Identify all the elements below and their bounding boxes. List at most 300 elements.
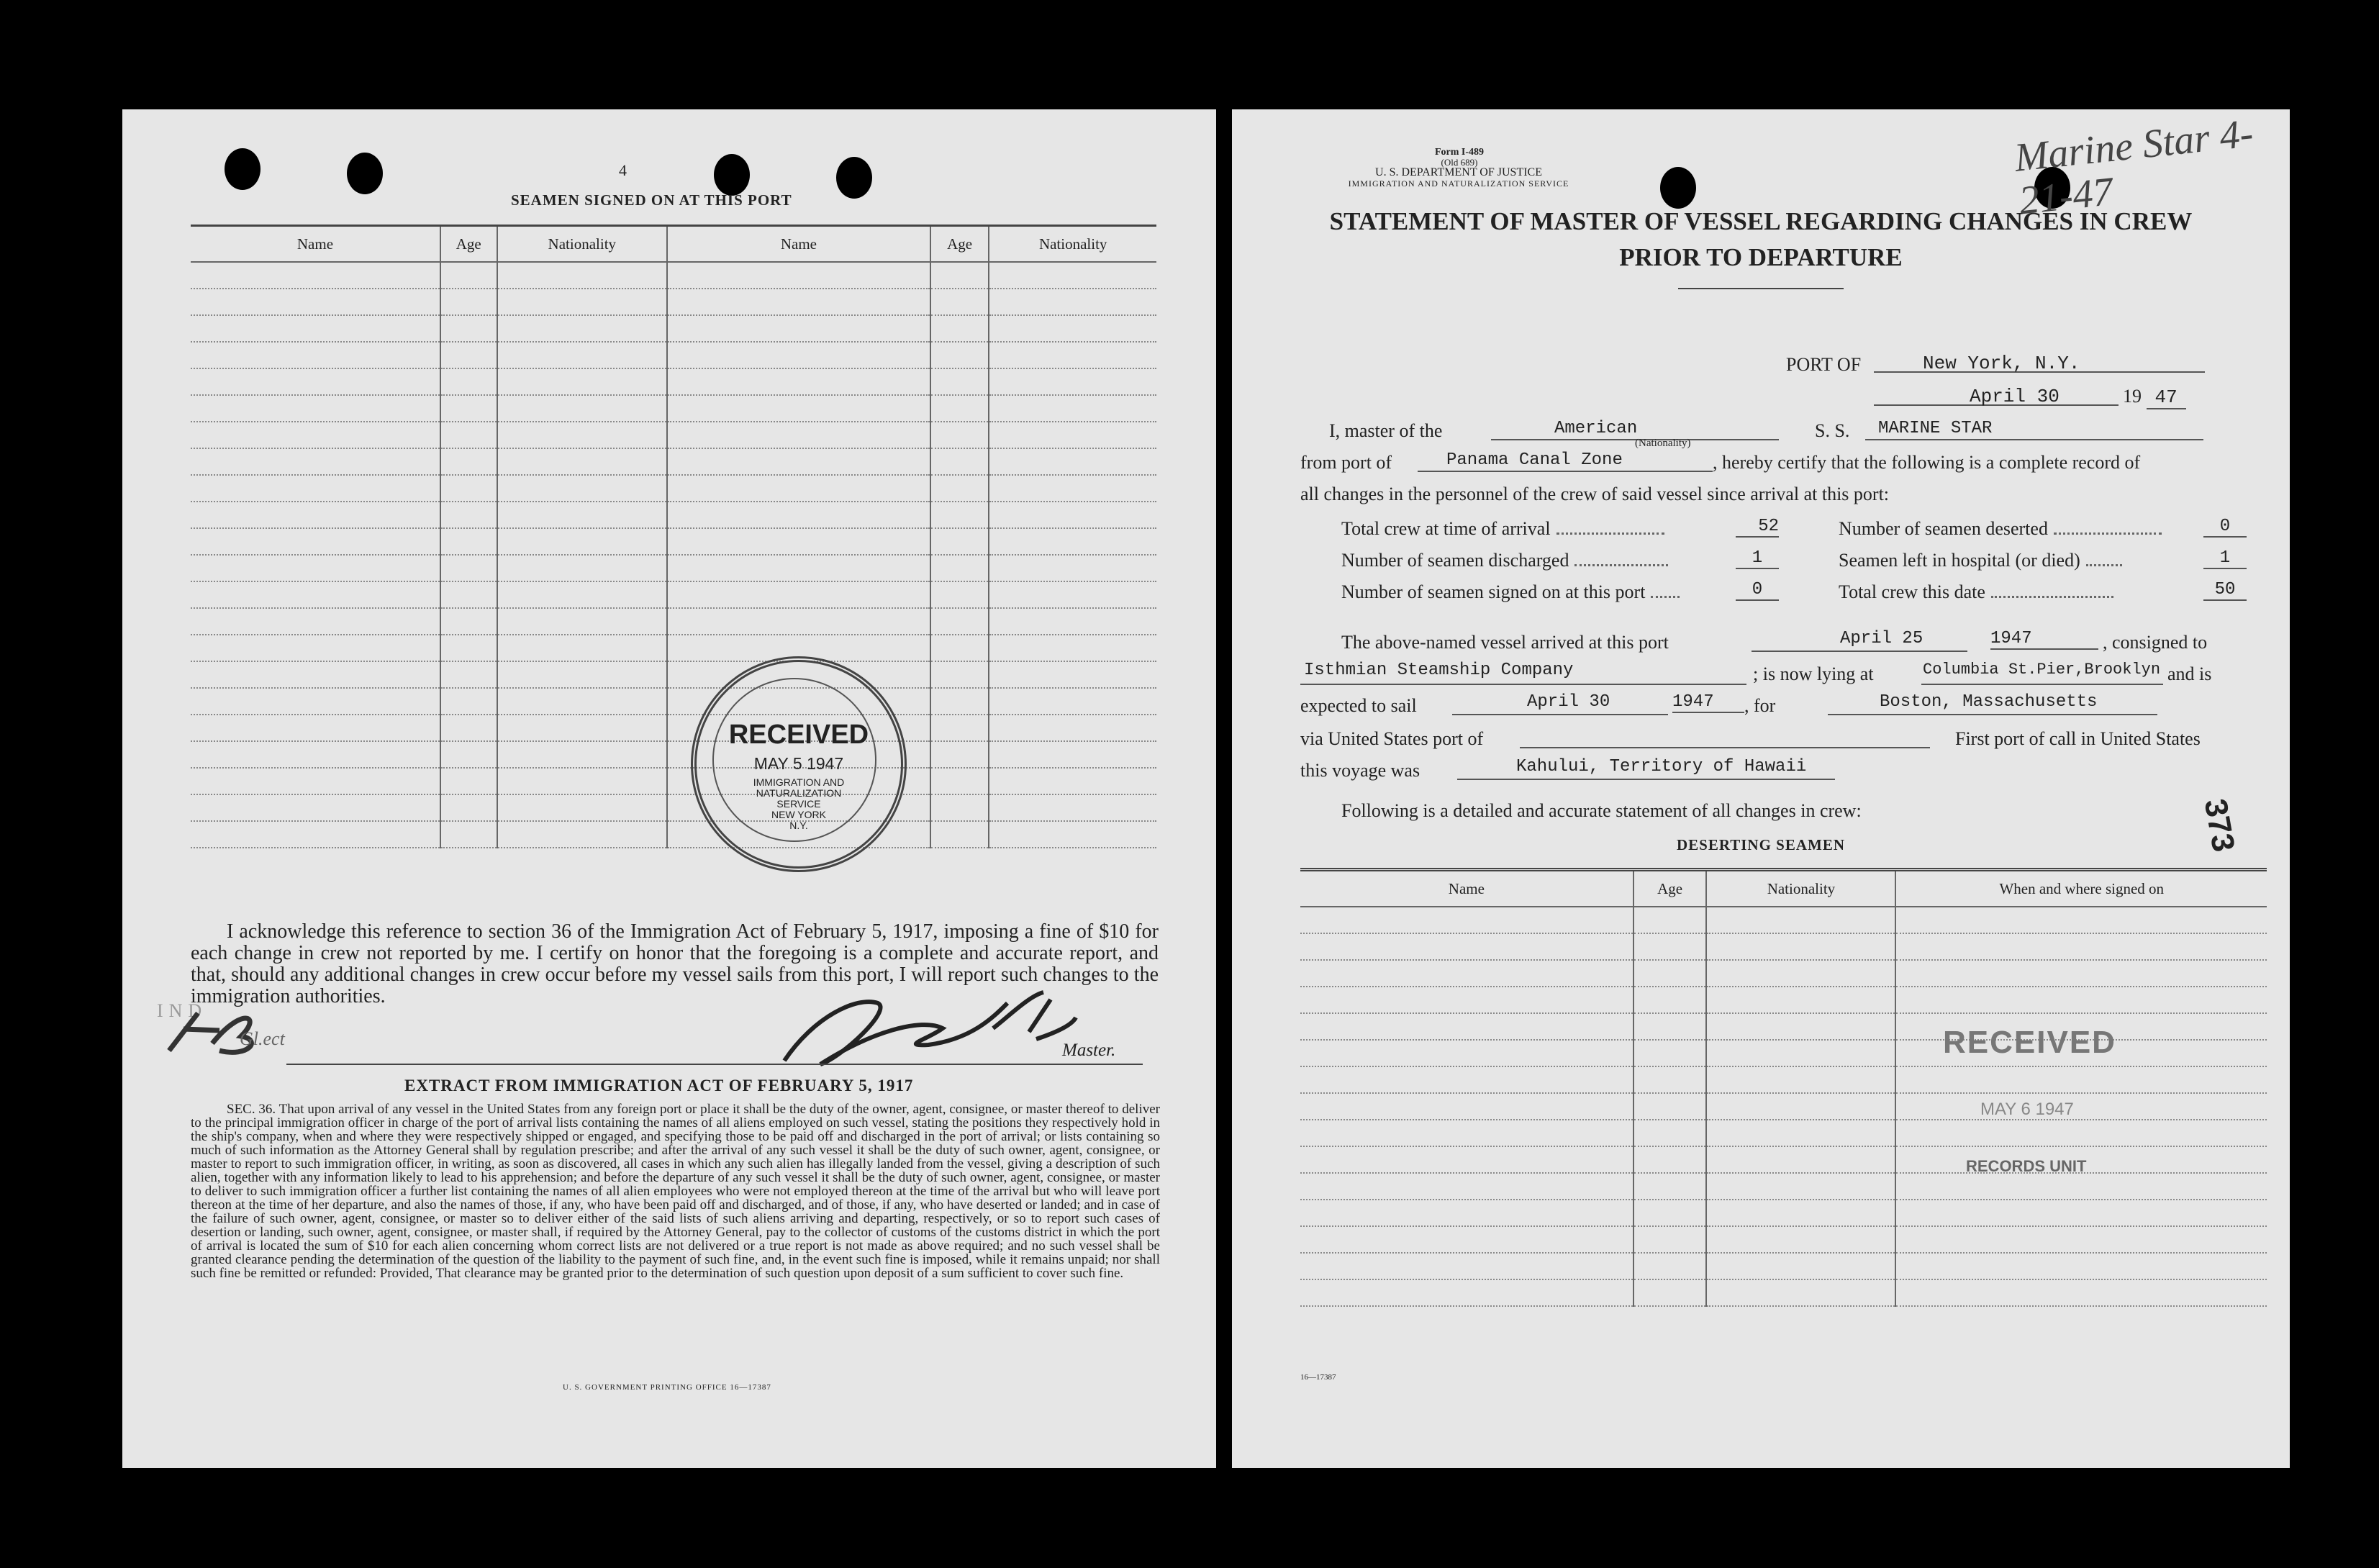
- table-cell: [1300, 1120, 1633, 1146]
- table-cell: [1633, 1173, 1707, 1200]
- table-cell: [1633, 960, 1707, 987]
- column-header: Nationality: [1706, 870, 1895, 907]
- table-cell: [191, 315, 440, 342]
- table-cell: [989, 608, 1156, 635]
- table-cell: [989, 342, 1156, 368]
- table-cell: [930, 368, 989, 395]
- table-cell: [1633, 1120, 1707, 1146]
- table-cell: [1706, 1226, 1895, 1253]
- table-cell: [497, 741, 668, 768]
- table-cell: [667, 315, 930, 342]
- table-row: [191, 555, 1156, 581]
- table-cell: [930, 342, 989, 368]
- table-cell: [667, 342, 930, 368]
- table-cell: [1706, 1120, 1895, 1146]
- table-cell: [191, 661, 440, 688]
- handwritten-note: Marine Star 4-21-47: [2012, 111, 2256, 224]
- title-rule: [1678, 288, 1844, 289]
- vessel-name: MARINE STAR: [1878, 419, 1993, 438]
- table-cell: [1706, 960, 1895, 987]
- acknowledgment-paragraph: I acknowledge this reference to section 36 of the Immigration Act of February 5, 1917, imposing a fine of $10 for each change in crew not reported by me. I certify on honor that the foregoing is a complete and accurate report, and that, should any additional changes in crew occur before my vessel sails from this port, I will report such changes to the immigration authorities.: [191, 920, 1159, 1007]
- department: U. S. DEPARTMENT OF JUSTICE: [1375, 166, 1542, 178]
- table-cell: [497, 262, 668, 289]
- destination: Boston, Massachusetts: [1880, 692, 2098, 712]
- column-header: Name: [667, 226, 930, 263]
- table-row: [1300, 1173, 2267, 1200]
- table-cell: [667, 475, 930, 502]
- table-cell: [989, 768, 1156, 794]
- table-cell: [497, 635, 668, 661]
- stat-value: 1: [2203, 548, 2247, 569]
- left-page: [122, 109, 1216, 1468]
- table-row: [1300, 1093, 2267, 1120]
- table-row: [191, 262, 1156, 289]
- column-header: Age: [930, 226, 989, 263]
- table-cell: [989, 528, 1156, 555]
- sail-date: April 30: [1527, 692, 1610, 712]
- table-cell: [440, 395, 497, 422]
- table-cell: [989, 715, 1156, 741]
- deserting-seamen-table: [1300, 868, 2267, 1307]
- initials-stamp: IND: [157, 1000, 208, 1021]
- table-cell: [989, 289, 1156, 315]
- table-cell: [1895, 933, 2267, 960]
- table-cell: [440, 502, 497, 528]
- table-cell: [497, 821, 668, 848]
- table-cell: [930, 768, 989, 794]
- table-cell: [191, 794, 440, 821]
- table-cell: [1300, 1200, 1633, 1226]
- table-row: [1300, 987, 2267, 1013]
- column-header: Nationality: [497, 226, 668, 263]
- table-cell: [930, 581, 989, 608]
- table-cell: [1300, 1066, 1633, 1093]
- table-cell: [191, 741, 440, 768]
- table-cell: [191, 528, 440, 555]
- table-cell: [440, 635, 497, 661]
- stat-value: 0: [1736, 580, 1779, 601]
- form-title-line1: STATEMENT OF MASTER OF VESSEL REGARDING CHANGES IN CREW: [1329, 207, 2193, 235]
- table-cell: [440, 715, 497, 741]
- table-cell: [1633, 987, 1707, 1013]
- table-cell: [1706, 1200, 1895, 1226]
- date-value: April 30: [1970, 386, 2059, 407]
- table-cell: [1633, 1146, 1707, 1173]
- table-row: [191, 741, 1156, 768]
- table-cell: [497, 555, 668, 581]
- table-cell: [1706, 1173, 1895, 1200]
- table-cell: [191, 608, 440, 635]
- table-cell: [1633, 1040, 1707, 1066]
- table-cell: [191, 342, 440, 368]
- table-body: [1300, 907, 2267, 1306]
- stat-value: 1: [1736, 548, 1779, 569]
- punch-hole: [714, 154, 750, 196]
- stat-total-arrival: Total crew at time of arrival: [1341, 518, 1670, 540]
- table-cell: [989, 688, 1156, 715]
- table-cell: [930, 262, 989, 289]
- table-cell: [930, 635, 989, 661]
- table-cell: [1300, 1146, 1633, 1173]
- punch-hole: [225, 148, 260, 190]
- table-cell: [1633, 1226, 1707, 1253]
- and-is-label: and is: [2167, 663, 2212, 684]
- table-cell: [1706, 1013, 1895, 1040]
- first-port-label: First port of call in United States: [1955, 728, 2201, 749]
- table-cell: [1706, 1146, 1895, 1173]
- lying-label: ; is now lying at: [1753, 663, 1874, 684]
- table-cell: [1633, 1066, 1707, 1093]
- table-cell: [497, 528, 668, 555]
- stamp-date: MAY 5 1947: [753, 754, 844, 773]
- table-cell: [497, 368, 668, 395]
- table-cell: [440, 794, 497, 821]
- table-row: [1300, 1146, 2267, 1173]
- table-cell: [667, 528, 930, 555]
- table-row: [191, 528, 1156, 555]
- table-row: [191, 395, 1156, 422]
- nationality-value: American: [1554, 419, 1638, 438]
- column-header: When and where signed on: [1895, 870, 2267, 907]
- master-of-label: I, master of the: [1329, 420, 1443, 441]
- port-value: New York, N.Y.: [1923, 353, 2080, 374]
- column-header: Name: [1300, 870, 1633, 907]
- extract-text: SEC. 36. That upon arrival of any vessel in the United States from any foreign port or place it shall be the duty of the owner, agent, consignee, or master thereof to deliver to the principal immigration officer in charge of the port of arrival lists containing the names of all aliens employed on such vessel, stating the positions they respectively hold in the ship's company, when and where they were respectively shipped or engaged, and specifying those to be paid off and discharged in the port of arrival; or lists containing so much of such information as the Attorney General shall by regulation prescribe; and after the arrival of any such vessel it shall be the duty of such owner, agent, consignee, or master to report to such immigration officer, in writing, as soon as discovered, all cases in which any such alien has illegally landed from the vessel, giving a description of such alien, together with any information likely to lead to his apprehension; and before the departure of any such vessel it shall be the duty of such owner, agent, consignee, or master to deliver to such immigration officer a further list containing the names of all alien employees who were not employed thereon at the time of the arrival but who will leave port thereon at the time of her departure, and also the names of those, if any, who have been paid off and discharged, and of those, if any, who have deserted or landed; and in case of the failure of such owner, agent, consignee, or master so to deliver either of the said lists of such aliens arriving and departing, respectively, or so to report such cases of desertion or landing, such owner, agent, consignee, or master shall, if required by the Attorney General, pay to the collector of customs of the customs district in which the port of arrival is located the sum of $10 for each alien concerning whom correct lists are not delivered or a true report is not made as above required; and no such vessel shall be granted clearance pending the determination of the question of the liability to the payment of such fine, and, in the event such fine is imposed, while it remains unpaid; nor shall such fine be remitted or refunded: Provided, That clearance may be granted prior to the determination of such question upon deposit of a sum sufficient to cover such fine.: [191, 1102, 1160, 1281]
- table-cell: [1895, 1173, 2267, 1200]
- port-row: PORT OF: [1786, 354, 1862, 375]
- table-cell: [1706, 1279, 1895, 1306]
- table-cell: [989, 395, 1156, 422]
- table-cell: [1895, 907, 2267, 933]
- table-cell: [1300, 1226, 1633, 1253]
- table-row: [191, 794, 1156, 821]
- table-cell: [1706, 1066, 1895, 1093]
- lying-at: Columbia St.Pier,Brooklyn: [1923, 661, 2161, 679]
- table-row: [1300, 1066, 2267, 1093]
- table-cell: [667, 368, 930, 395]
- table-cell: [1300, 1173, 1633, 1200]
- table-cell: [1895, 960, 2267, 987]
- table-cell: [989, 475, 1156, 502]
- table-cell: [930, 448, 989, 475]
- service: IMMIGRATION AND NATURALIZATION SERVICE: [1348, 178, 1569, 189]
- table-cell: [1895, 1200, 2267, 1226]
- right-page: [1232, 109, 2290, 1468]
- table-cell: [497, 661, 668, 688]
- table-cell: [989, 262, 1156, 289]
- column-header: Nationality: [989, 226, 1156, 263]
- table-cell: [1706, 933, 1895, 960]
- signature-line: [286, 1064, 1143, 1065]
- table-cell: [440, 475, 497, 502]
- table-cell: [1633, 1093, 1707, 1120]
- table-cell: [1633, 907, 1707, 933]
- table-cell: [1300, 1040, 1633, 1066]
- table-row: [1300, 907, 2267, 933]
- stat-total-date: Total crew this date: [1839, 581, 2119, 603]
- extract-title: EXTRACT FROM IMMIGRATION ACT OF FEBRUARY 5, 1917: [404, 1077, 914, 1095]
- table-cell: [667, 422, 930, 448]
- stat-value: 50: [2203, 580, 2247, 601]
- table-row: [191, 342, 1156, 368]
- svg-text:Gl.ect: Gl.ect: [240, 1028, 285, 1049]
- table-cell: [191, 715, 440, 741]
- deserting-title: DESERTING SEAMEN: [1676, 836, 1846, 853]
- footer-code: 16—17387: [1300, 1373, 1336, 1382]
- stat-value: 0: [2203, 517, 2247, 538]
- table-row: [191, 821, 1156, 848]
- table-cell: [1895, 1226, 2267, 1253]
- table-cell: [440, 422, 497, 448]
- table-cell: [1895, 1120, 2267, 1146]
- received-date-right: MAY 6 1947: [1980, 1100, 2074, 1119]
- following-text: Following is a detailed and accurate statement of all changes in crew:: [1341, 800, 1862, 821]
- table-cell: [989, 635, 1156, 661]
- seamen-signed-on-table: [191, 225, 1156, 848]
- table-cell: [989, 661, 1156, 688]
- table-cell: [497, 395, 668, 422]
- table-row: [191, 448, 1156, 475]
- table-cell: [440, 768, 497, 794]
- table-cell: [930, 555, 989, 581]
- punch-hole: [836, 157, 872, 199]
- table-cell: [930, 688, 989, 715]
- table-cell: [1895, 1066, 2267, 1093]
- initials-signature: [155, 1000, 313, 1065]
- certify-text-2: all changes in the personnel of the crew of said vessel since arrival at this port:: [1300, 484, 1890, 504]
- table-row: [191, 688, 1156, 715]
- section-title: SEAMEN SIGNED ON AT THIS PORT: [511, 191, 792, 209]
- table-cell: [930, 794, 989, 821]
- table-cell: [191, 581, 440, 608]
- table-cell: [1300, 1093, 1633, 1120]
- table-cell: [497, 502, 668, 528]
- table-cell: [497, 342, 668, 368]
- table-row: [191, 315, 1156, 342]
- table-cell: [1706, 1040, 1895, 1066]
- table-cell: [989, 315, 1156, 342]
- table-cell: [440, 262, 497, 289]
- table-cell: [191, 262, 440, 289]
- table-cell: [191, 289, 440, 315]
- table-cell: [1895, 987, 2267, 1013]
- table-cell: [930, 741, 989, 768]
- table-cell: [1633, 1279, 1707, 1306]
- table-cell: [667, 448, 930, 475]
- table-row: [1300, 1279, 2267, 1306]
- table-cell: [989, 422, 1156, 448]
- from-port-label: from port of: [1300, 452, 1392, 473]
- table-cell: [497, 715, 668, 741]
- table-cell: [497, 315, 668, 342]
- table-cell: [191, 448, 440, 475]
- table-cell: [667, 581, 930, 608]
- table-row: [191, 475, 1156, 502]
- stamp-title: RECEIVED: [728, 720, 869, 750]
- stat-discharged: Number of seamen discharged: [1341, 550, 1674, 571]
- table-cell: [497, 289, 668, 315]
- form-title-line2: PRIOR TO DEPARTURE: [1619, 243, 1903, 271]
- table-cell: [930, 715, 989, 741]
- table-cell: [667, 502, 930, 528]
- table-cell: [497, 688, 668, 715]
- table-cell: [930, 528, 989, 555]
- table-cell: [440, 289, 497, 315]
- table-cell: [989, 741, 1156, 768]
- table-cell: [440, 528, 497, 555]
- table-body: [191, 262, 1156, 848]
- expected-label: expected to sail: [1300, 695, 1417, 716]
- table-cell: [440, 448, 497, 475]
- table-row: [191, 715, 1156, 741]
- table-cell: [1895, 1093, 2267, 1120]
- table-cell: [1706, 987, 1895, 1013]
- nationality-caption: (Nationality): [1635, 438, 1691, 449]
- table-cell: [440, 315, 497, 342]
- page-number: 4: [619, 161, 627, 179]
- table-cell: [440, 581, 497, 608]
- table-cell: [440, 608, 497, 635]
- table-cell: [1300, 1013, 1633, 1040]
- table-cell: [1706, 1093, 1895, 1120]
- table-cell: [989, 448, 1156, 475]
- for-label: , for: [1744, 695, 1776, 716]
- table-row: [191, 289, 1156, 315]
- table-row: [191, 661, 1156, 688]
- table-cell: [989, 581, 1156, 608]
- table-row: [1300, 1013, 2267, 1040]
- table-cell: [930, 608, 989, 635]
- table-row: [1300, 1226, 2267, 1253]
- table-cell: [191, 502, 440, 528]
- table-cell: [1633, 1013, 1707, 1040]
- table-cell: [989, 555, 1156, 581]
- arrived-label: The above-named vessel arrived at this port: [1341, 632, 1669, 653]
- column-header: Age: [1633, 870, 1707, 907]
- received-stamp-right: RECEIVED: [1943, 1025, 2116, 1060]
- table-cell: [1300, 1279, 1633, 1306]
- table-cell: [1300, 1253, 1633, 1279]
- consignee: Isthmian Steamship Company: [1304, 661, 1574, 680]
- table-cell: [1706, 1253, 1895, 1279]
- table-cell: [989, 821, 1156, 848]
- table-cell: [497, 608, 668, 635]
- ss-label: S. S.: [1815, 420, 1850, 441]
- certify-text: , hereby certify that the following is a complete record of: [1713, 452, 2141, 473]
- form-number: Form I-489: [1434, 147, 1485, 158]
- master-signature: [756, 989, 1079, 1075]
- table-cell: [191, 475, 440, 502]
- punch-hole: [1660, 167, 1696, 209]
- received-stamp: [691, 656, 907, 872]
- column-header: Name: [191, 226, 440, 263]
- table-cell: [191, 555, 440, 581]
- table-cell: [1300, 987, 1633, 1013]
- table-cell: [497, 422, 668, 448]
- arrived-year: 1947: [1990, 629, 2098, 650]
- table-cell: [930, 661, 989, 688]
- table-row: [191, 768, 1156, 794]
- sail-year: 1947: [1672, 692, 1744, 713]
- table-cell: [440, 688, 497, 715]
- table-cell: [440, 661, 497, 688]
- year-row: 19 47: [2123, 386, 2186, 408]
- table-cell: [667, 262, 930, 289]
- column-header: Age: [440, 226, 497, 263]
- table-cell: [1300, 960, 1633, 987]
- table-row: [1300, 960, 2267, 987]
- table-cell: [191, 422, 440, 448]
- table-cell: [1706, 907, 1895, 933]
- table-cell: [667, 608, 930, 635]
- table-cell: [191, 368, 440, 395]
- table-cell: [930, 502, 989, 528]
- table-cell: [989, 502, 1156, 528]
- table-cell: [667, 555, 930, 581]
- arrived-date: April 25: [1840, 629, 1923, 648]
- table-cell: [440, 555, 497, 581]
- table-cell: [930, 475, 989, 502]
- table-cell: [930, 289, 989, 315]
- table-cell: [930, 422, 989, 448]
- table-cell: [191, 688, 440, 715]
- stat-value: 52: [1736, 517, 1779, 538]
- from-port-value: Panama Canal Zone: [1446, 450, 1623, 470]
- table-row: [191, 502, 1156, 528]
- table-cell: [930, 395, 989, 422]
- table-cell: [989, 794, 1156, 821]
- stat-deserted: Number of seamen deserted: [1839, 518, 2167, 540]
- table-cell: [1300, 933, 1633, 960]
- old-form: (Old 689): [1441, 157, 1478, 168]
- table-cell: [440, 342, 497, 368]
- table-cell: [497, 768, 668, 794]
- stat-signed-on: Number of seamen signed on at this port: [1341, 581, 1685, 603]
- table-cell: [667, 289, 930, 315]
- table-cell: [440, 368, 497, 395]
- table-cell: [191, 768, 440, 794]
- table-cell: [191, 395, 440, 422]
- stamp-text: IMMIGRATION AND NATURALIZATION SERVICE NEW YORK N.Y.: [753, 776, 845, 831]
- table-cell: [930, 315, 989, 342]
- table-row: [1300, 1200, 2267, 1226]
- table-cell: [497, 475, 668, 502]
- table-cell: [191, 821, 440, 848]
- stat-hospital: Seamen left in hospital (or died): [1839, 550, 2128, 571]
- table-cell: [1895, 1253, 2267, 1279]
- consigned-label: , consigned to: [2103, 632, 2208, 653]
- first-port-value: Kahului, Territory of Hawaii: [1516, 757, 1807, 776]
- this-voyage-label: this voyage was: [1300, 760, 1420, 781]
- table-row: [191, 368, 1156, 395]
- master-label: Master.: [1062, 1041, 1116, 1060]
- table-row: [1300, 933, 2267, 960]
- printing-office: U. S. GOVERNMENT PRINTING OFFICE 16—17387: [563, 1383, 771, 1392]
- year-value: 47: [2147, 386, 2186, 409]
- table-row: [1300, 1120, 2267, 1146]
- table-row: [191, 422, 1156, 448]
- table-cell: [497, 794, 668, 821]
- table-row: [191, 581, 1156, 608]
- table-cell: [1895, 1279, 2267, 1306]
- table-row: [191, 608, 1156, 635]
- table-cell: [1300, 907, 1633, 933]
- table-cell: [1633, 933, 1707, 960]
- table-cell: [1633, 1253, 1707, 1279]
- table-cell: [497, 581, 668, 608]
- table-cell: [989, 368, 1156, 395]
- table-cell: [1633, 1200, 1707, 1226]
